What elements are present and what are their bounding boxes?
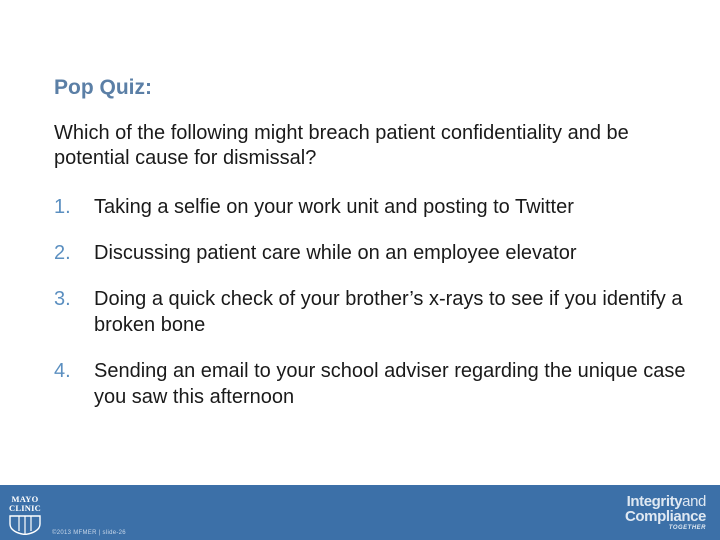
mayo-logo-line2: CLINIC [9,503,41,513]
answer-option [54,194,694,220]
answer-option [54,358,694,410]
footer-bar [0,485,720,540]
brand-word-and: and [682,493,706,510]
option-text: Doing a quick check of your brother’s x-rays to see if you identify a broken bone [94,288,683,336]
option-number: 4. [54,360,71,382]
slide-title: Pop Quiz: [54,76,152,99]
mayo-logo-wordmark [6,495,44,513]
brand-word-compliance: Compliance [624,508,706,525]
option-text: Discussing patient care while on an employee elevator [94,242,577,264]
option-text: Sending an email to your school adviser regarding the unique case you saw this afternoon [94,360,686,408]
mayo-clinic-logo [6,491,42,535]
shield-icon [8,515,42,535]
quiz-question: Which of the following might breach patient confidentiality and be potential cause for dismissal? [54,122,629,169]
answer-option [54,240,694,266]
option-number: 3. [54,288,71,310]
answer-options [54,194,694,430]
integrity-compliance-logo [566,494,706,532]
brand-word-integrity: Integrity [626,493,683,510]
option-number: 1. [54,196,71,218]
mayo-logo-line1: MAYO [11,494,39,504]
option-number: 2. [54,242,71,264]
answer-option [54,286,694,338]
option-text: Taking a selfie on your work unit and posting to Twitter [94,196,574,218]
copyright-text: ©2013 MFMER | slide-26 [52,530,126,536]
brand-tagline: TOGETHER [668,525,706,531]
